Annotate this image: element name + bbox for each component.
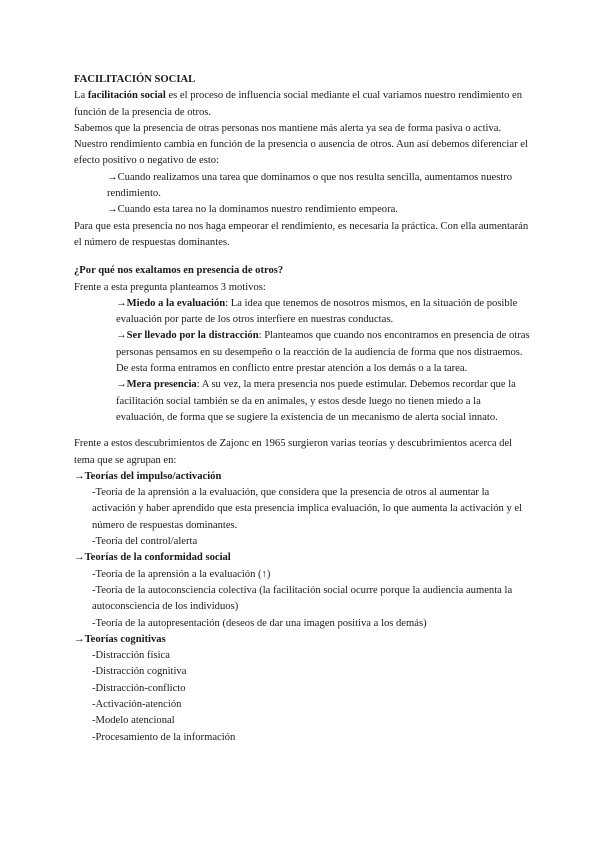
- motive-evaluation: [74, 296, 530, 329]
- intro-paragraph-2: Sabemos que la presencia de otras personas nos mantiene más alerta ya sea de forma pasiva o activa.: [74, 122, 502, 134]
- intro-paragraph-1: [74, 88, 530, 121]
- motive-term: →Ser llevado por la distracción: [116, 330, 259, 342]
- effect-item-1: →Cuando realizamos una tarea que dominamos o que nos resulta sencilla, aumentamos nuestro rendimiento.: [107, 171, 513, 200]
- motive-term: →Mera presencia: [116, 379, 197, 391]
- theory-item: -Modelo atencional: [92, 715, 175, 727]
- motive-text: : La idea que tenemos de nosotros mismos, en la situación de posible evaluación por parte de los otros interfiere en nuestras conductas.: [116, 297, 518, 326]
- intro-lead: La: [74, 90, 88, 102]
- intro-paragraph-3: Nuestro rendimiento cambia en función de la presencia o ausencia de otros. Aun así debemos diferenciar el efecto positivo o negativo de esto:: [74, 139, 528, 167]
- intro-term: facilitación social: [87, 90, 166, 102]
- document-title: FACILITACIÓN SOCIAL: [74, 74, 196, 85]
- group-heading-drive: →Teorías del impulso/activación: [74, 470, 222, 482]
- theory-item: -Teoría de la aprensión a la evaluación (↑): [92, 568, 271, 580]
- motive-distraction: [74, 328, 530, 377]
- motive-text: : A su vez, la mera presencia nos puede estimular. Debemos recordar que la facilitación social también se da en animales, y estos desde luego no tienen miedo a la evaluación, de forma que se sugiere la existencia de un mecanismo de alerta social innato.: [116, 379, 516, 423]
- effect-item-2: →Cuando esta tarea no la dominamos nuestro rendimiento empeora.: [107, 204, 398, 216]
- intro-rest: es el proceso de influencia social mediante el cual variamos nuestro rendimiento en función de la presencia de otros.: [74, 90, 523, 118]
- motive-text: : Planteamos que cuando nos encontramos en presencia de otras personas pensamos en su desempeño o la reacción de la audiencia de forma que nos distraemos. De esta forma entramos en conflicto entre prestar atención a los demás o a la tarea.: [116, 330, 530, 375]
- section-heading-why: ¿Por qué nos exaltamos en presencia de otros?: [74, 265, 284, 277]
- intro-paragraph-4: Para que esta presencia no nos haga empeorar el rendimiento, es necesaria la práctica. Con ella aumentarán el número de respuestas dominantes.: [74, 220, 529, 248]
- motive-term: →Miedo a la evaluación: [116, 297, 226, 309]
- theory-item: -Activación-atención: [92, 698, 182, 710]
- theory-item: -Teoría de la autoconsciencia colectiva (la facilitación social ocurre porque la audiencia aumenta la autoconsciencia de los individuos): [92, 584, 513, 613]
- group-heading-conformity: →Teorías de la conformidad social: [74, 552, 231, 564]
- document-body: [74, 72, 530, 746]
- group-heading-cognitive: →Teorías cognitivas: [74, 633, 166, 645]
- theory-item: -Distracción cognitiva: [92, 666, 187, 678]
- motive-mere-presence: [74, 377, 530, 426]
- theory-item: -Teoría de la autopresentación (deseos de dar una imagen positiva a los demás): [92, 617, 427, 629]
- motives-lead: Frente a esta pregunta planteamos 3 motivos:: [74, 281, 266, 293]
- theory-item: -Procesamiento de la información: [92, 731, 236, 743]
- theory-item: -Teoría del control/alerta: [92, 536, 198, 548]
- theory-item: -Distracción-conflicto: [92, 682, 186, 694]
- theory-item: -Distracción física: [92, 650, 170, 662]
- theory-item: -Teoría de la aprensión a la evaluación, que considera que la presencia de otros al aumentar la activación y haber aprendido que esta presencia implica evaluación, lo que aumenta la activación y el número de respuestas dominantes.: [92, 487, 523, 531]
- theories-lead: Frente a estos descubrimientos de Zajonc en 1965 surgieron varias teorías y descubrimientos acerca del tema que se agrupan en:: [74, 438, 513, 466]
